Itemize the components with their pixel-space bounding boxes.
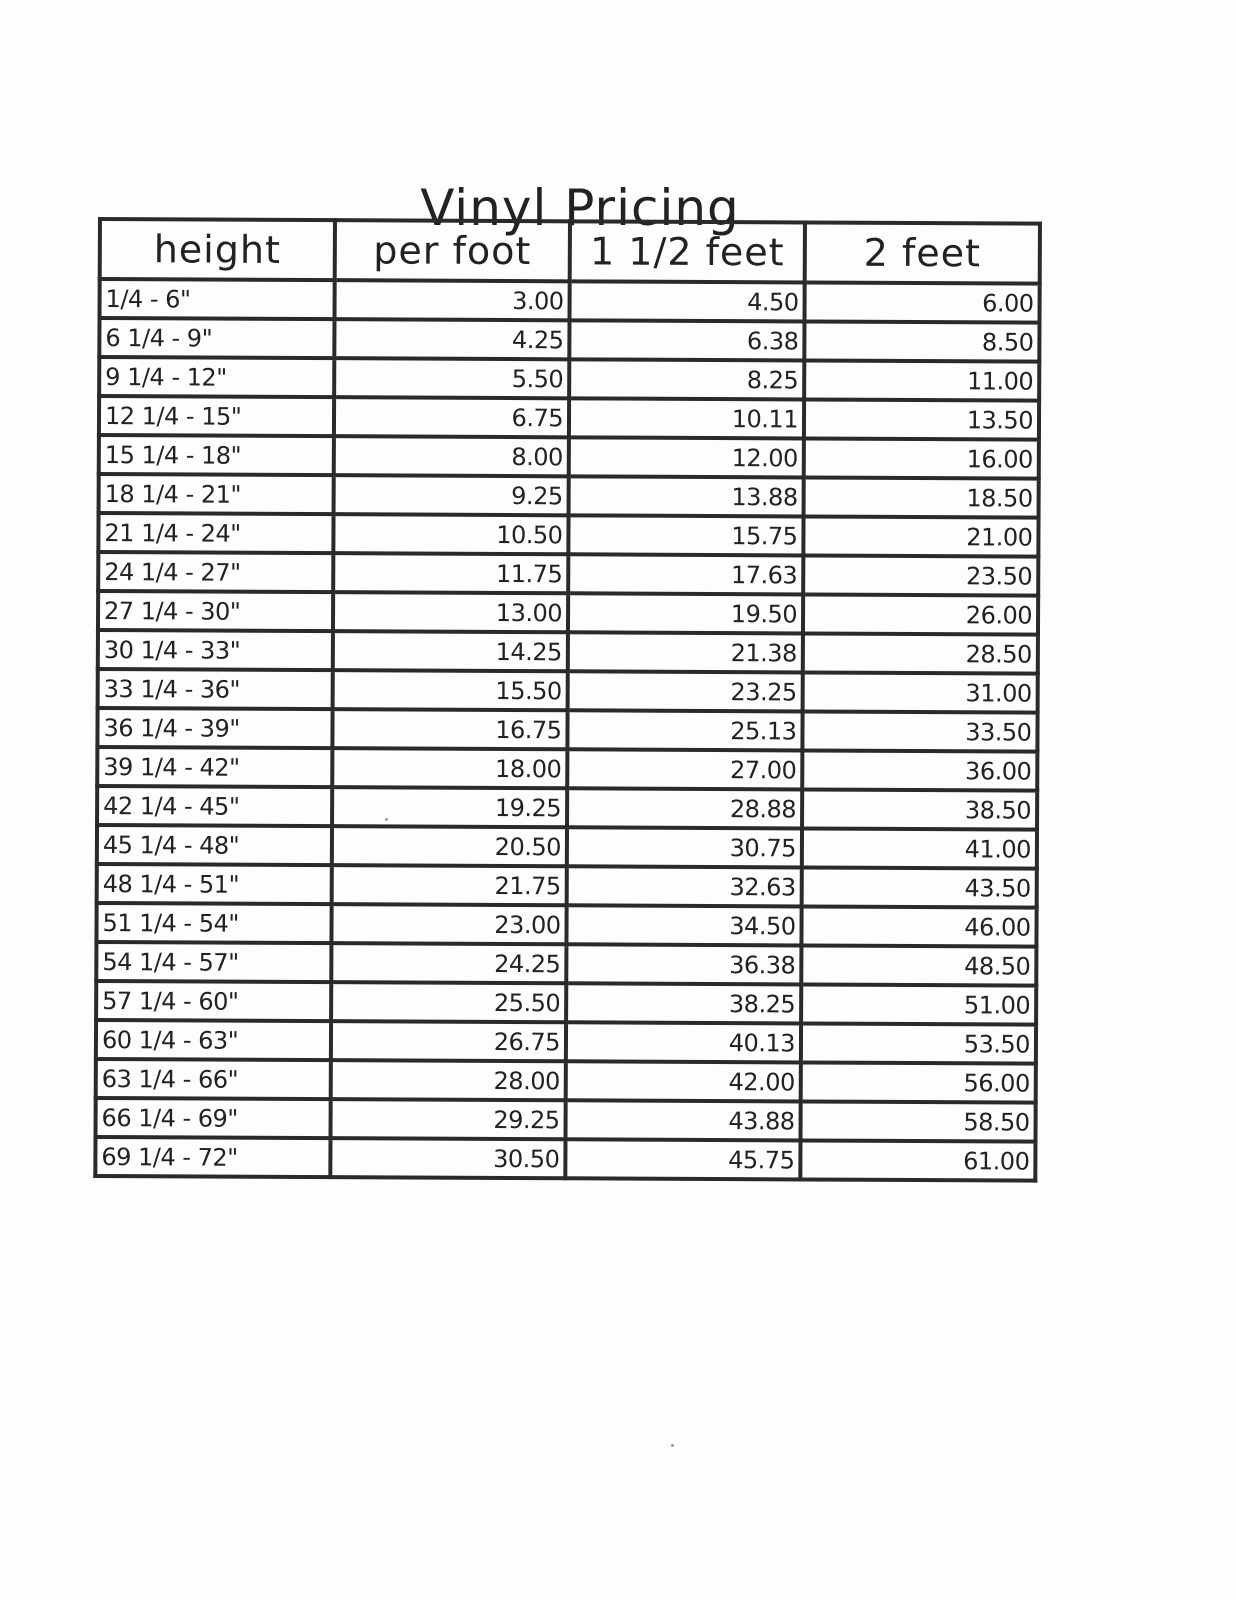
price-two-feet: 43.50	[802, 867, 1037, 907]
table-row	[97, 786, 1037, 830]
table-row	[100, 279, 1040, 323]
price-two-feet: 61.00	[800, 1140, 1035, 1180]
price-per-foot: 3.00	[335, 280, 570, 320]
height-range: 1/4 - 6"	[100, 279, 335, 319]
price-one-and-half-feet: 4.50	[570, 281, 805, 321]
table-body	[95, 279, 1039, 1181]
price-per-foot: 8.00	[334, 436, 569, 476]
header-row	[100, 219, 1040, 284]
price-per-foot: 11.75	[333, 553, 568, 593]
height-range: 27 1/4 - 30"	[98, 591, 333, 631]
height-range: 54 1/4 - 57"	[96, 942, 331, 982]
scan-speck	[671, 1444, 674, 1447]
height-range: 63 1/4 - 66"	[96, 1059, 331, 1099]
table-row	[96, 942, 1036, 986]
price-one-and-half-feet: 34.50	[566, 905, 801, 945]
price-per-foot: 20.50	[332, 826, 567, 866]
table-row	[99, 396, 1039, 440]
table-row	[98, 669, 1038, 713]
price-one-and-half-feet: 19.50	[568, 593, 803, 633]
price-two-feet: 53.50	[801, 1023, 1036, 1063]
price-per-foot: 23.00	[331, 904, 566, 944]
price-one-and-half-feet: 25.13	[567, 710, 802, 750]
price-per-foot: 6.75	[334, 397, 569, 437]
price-one-and-half-feet: 15.75	[568, 515, 803, 555]
price-one-and-half-feet: 36.38	[566, 944, 801, 984]
price-one-and-half-feet: 42.00	[566, 1061, 801, 1101]
table-row	[98, 630, 1038, 674]
height-range: 48 1/4 - 51"	[97, 864, 332, 904]
price-per-foot: 18.00	[332, 748, 567, 788]
height-range: 15 1/4 - 18"	[99, 435, 334, 475]
price-per-foot: 21.75	[332, 865, 567, 905]
price-two-feet: 21.00	[803, 516, 1038, 556]
price-one-and-half-feet: 38.25	[566, 983, 801, 1023]
table-row	[96, 1059, 1036, 1103]
height-range: 66 1/4 - 69"	[96, 1098, 331, 1138]
price-one-and-half-feet: 13.88	[569, 476, 804, 516]
price-one-and-half-feet: 8.25	[569, 359, 804, 399]
table-header	[100, 219, 1040, 284]
price-one-and-half-feet: 40.13	[566, 1022, 801, 1062]
scan-speck	[385, 818, 388, 821]
price-per-foot: 5.50	[334, 358, 569, 398]
price-two-feet: 33.50	[802, 711, 1037, 751]
price-per-foot: 25.50	[331, 982, 566, 1022]
height-range: 12 1/4 - 15"	[99, 396, 334, 436]
column-header-per-foot: per foot	[335, 220, 570, 281]
table-row	[98, 591, 1038, 635]
column-header-one-and-half-feet: 1 1/2 feet	[570, 221, 805, 282]
table-row	[96, 981, 1036, 1025]
price-per-foot: 14.25	[333, 631, 568, 671]
price-one-and-half-feet: 12.00	[569, 437, 804, 477]
price-two-feet: 13.50	[804, 399, 1039, 439]
price-per-foot: 10.50	[333, 514, 568, 554]
price-two-feet: 18.50	[804, 477, 1039, 517]
price-two-feet: 58.50	[800, 1101, 1035, 1141]
height-range: 9 1/4 - 12"	[99, 357, 334, 397]
price-two-feet: 8.50	[804, 321, 1039, 361]
height-range: 39 1/4 - 42"	[97, 747, 332, 787]
table-row	[97, 708, 1037, 752]
price-one-and-half-feet: 17.63	[568, 554, 803, 594]
vinyl-pricing-table	[93, 217, 1042, 1183]
price-per-foot: 16.75	[332, 709, 567, 749]
price-two-feet: 46.00	[801, 906, 1036, 946]
price-two-feet: 31.00	[803, 672, 1038, 712]
table-row	[97, 747, 1037, 791]
table-row	[96, 903, 1036, 947]
height-range: 6 1/4 - 9"	[99, 318, 334, 358]
price-per-foot: 19.25	[332, 787, 567, 827]
price-one-and-half-feet: 6.38	[569, 320, 804, 360]
table-row	[99, 318, 1039, 362]
table-row	[99, 474, 1039, 518]
price-two-feet: 48.50	[801, 945, 1036, 985]
price-two-feet: 6.00	[804, 282, 1039, 322]
height-range: 45 1/4 - 48"	[97, 825, 332, 865]
price-one-and-half-feet: 10.11	[569, 398, 804, 438]
table-row	[95, 1137, 1035, 1181]
height-range: 36 1/4 - 39"	[97, 708, 332, 748]
table-row	[97, 825, 1037, 869]
height-range: 60 1/4 - 63"	[96, 1020, 331, 1060]
price-per-foot: 26.75	[331, 1021, 566, 1061]
price-two-feet: 41.00	[802, 828, 1037, 868]
table-row	[99, 435, 1039, 479]
price-two-feet: 26.00	[803, 594, 1038, 634]
height-range: 51 1/4 - 54"	[96, 903, 331, 943]
height-range: 42 1/4 - 45"	[97, 786, 332, 826]
height-range: 33 1/4 - 36"	[98, 669, 333, 709]
price-per-foot: 29.25	[331, 1099, 566, 1139]
price-one-and-half-feet: 27.00	[567, 749, 802, 789]
height-range: 24 1/4 - 27"	[98, 552, 333, 592]
price-two-feet: 36.00	[802, 750, 1037, 790]
price-per-foot: 28.00	[331, 1060, 566, 1100]
height-range: 69 1/4 - 72"	[95, 1137, 330, 1177]
price-per-foot: 15.50	[333, 670, 568, 710]
price-two-feet: 38.50	[802, 789, 1037, 829]
table-row	[96, 1098, 1036, 1142]
page-title: Vinyl Pricing	[420, 178, 740, 237]
price-per-foot: 4.25	[334, 319, 569, 359]
height-range: 57 1/4 - 60"	[96, 981, 331, 1021]
price-two-feet: 11.00	[804, 360, 1039, 400]
price-two-feet: 56.00	[801, 1062, 1036, 1102]
price-two-feet: 51.00	[801, 984, 1036, 1024]
table-row	[97, 864, 1037, 908]
price-per-foot: 9.25	[334, 475, 569, 515]
price-two-feet: 28.50	[803, 633, 1038, 673]
table-row	[98, 513, 1038, 557]
price-one-and-half-feet: 30.75	[567, 827, 802, 867]
price-per-foot: 30.50	[330, 1138, 565, 1178]
price-two-feet: 16.00	[804, 438, 1039, 478]
price-one-and-half-feet: 23.25	[568, 671, 803, 711]
price-one-and-half-feet: 21.38	[568, 632, 803, 672]
table-row	[99, 357, 1039, 401]
height-range: 18 1/4 - 21"	[99, 474, 334, 514]
price-one-and-half-feet: 32.63	[567, 866, 802, 906]
price-two-feet: 23.50	[803, 555, 1038, 595]
price-one-and-half-feet: 28.88	[567, 788, 802, 828]
column-header-height: height	[100, 219, 335, 280]
price-one-and-half-feet: 43.88	[565, 1100, 800, 1140]
table-row	[98, 552, 1038, 596]
height-range: 21 1/4 - 24"	[98, 513, 333, 553]
price-per-foot: 24.25	[331, 943, 566, 983]
column-header-two-feet: 2 feet	[805, 222, 1040, 283]
price-per-foot: 13.00	[333, 592, 568, 632]
price-one-and-half-feet: 45.75	[565, 1139, 800, 1179]
height-range: 30 1/4 - 33"	[98, 630, 333, 670]
table-row	[96, 1020, 1036, 1064]
